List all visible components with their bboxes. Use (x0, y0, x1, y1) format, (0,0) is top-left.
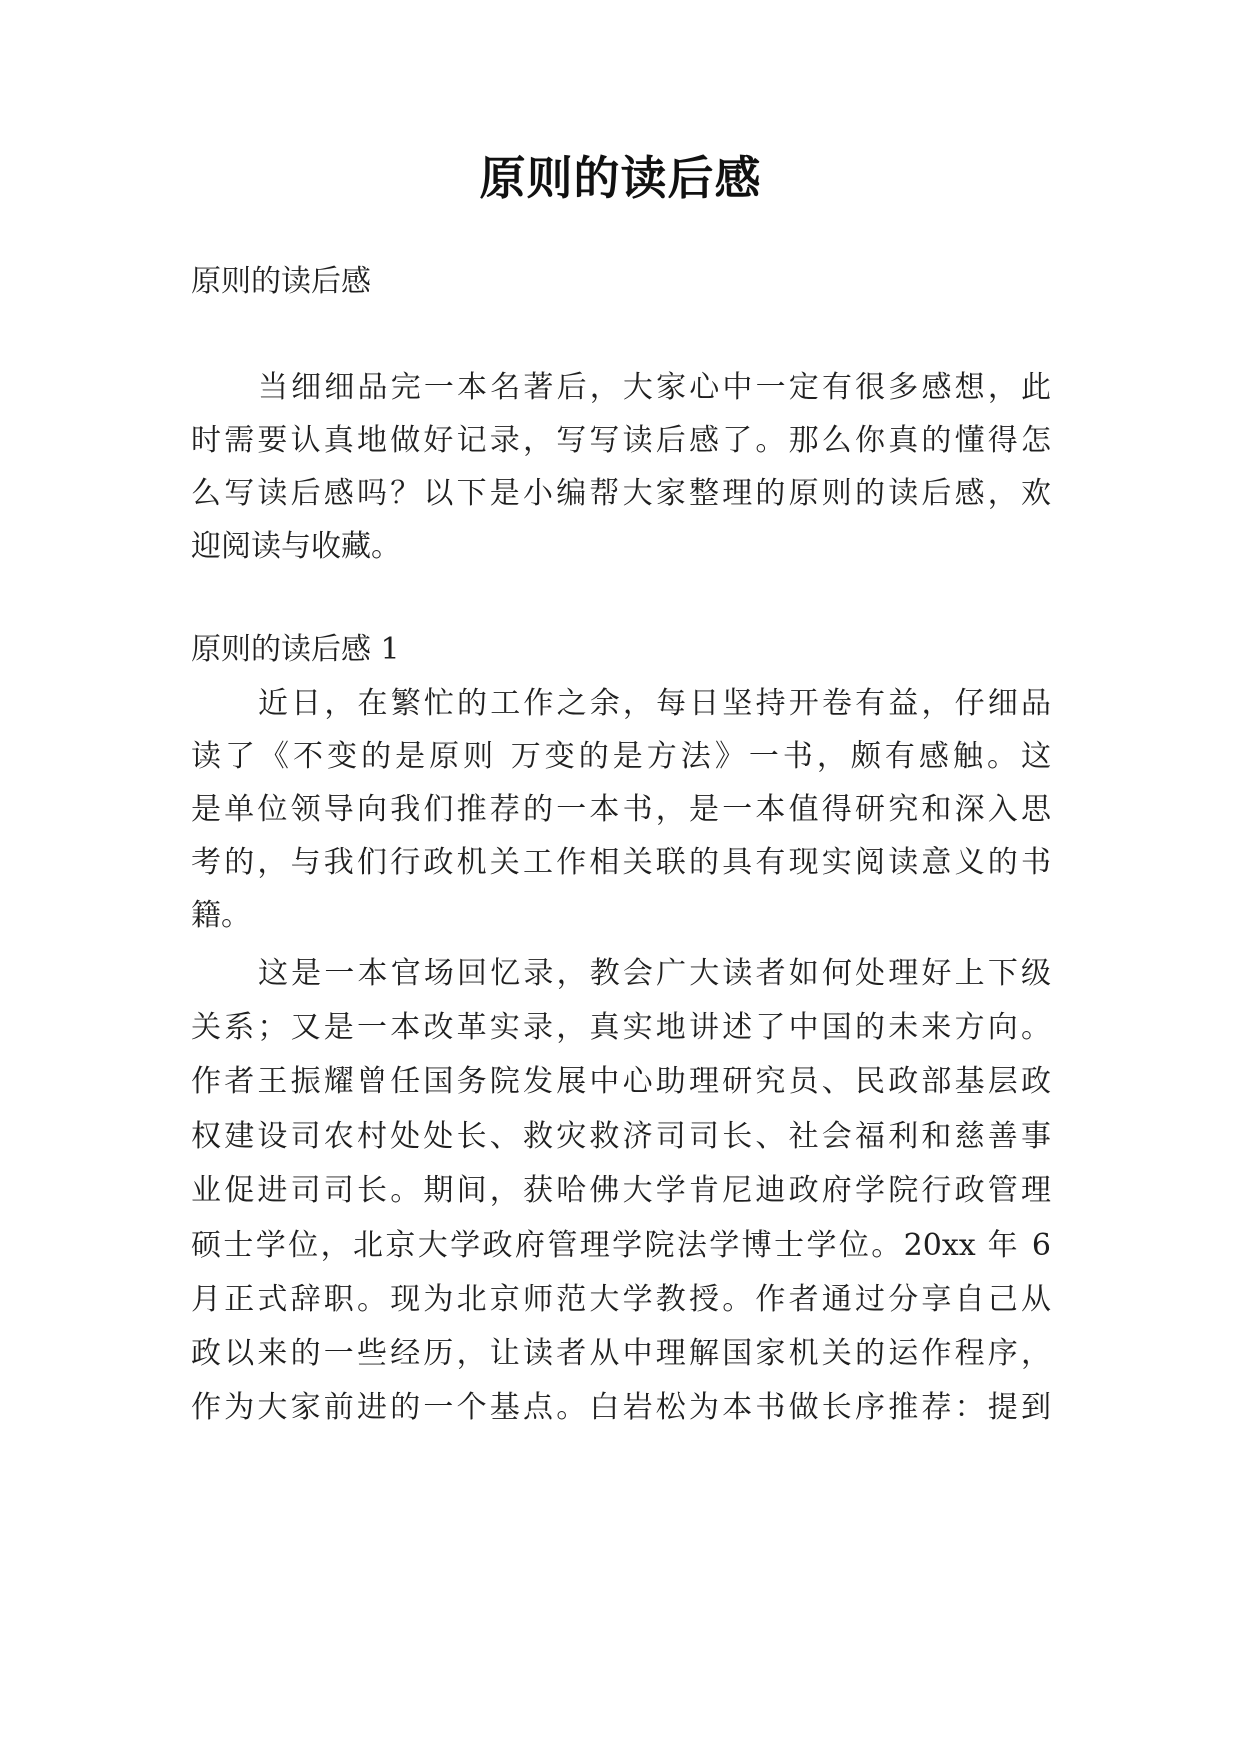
paragraph-line: 考的，与我们行政机关工作相关联的具有现实阅读意义的书 (191, 845, 1051, 880)
paragraph-line: 是单位领导向我们推荐的一本书，是一本值得研究和深入思 (191, 792, 1051, 827)
paragraph-line: 作为大家前进的一个基点。白岩松为本书做长序推荐：提到 (191, 1390, 1051, 1425)
intro-line: 么写读后感吗？以下是小编帮大家整理的原则的读后感，欢 (191, 476, 1051, 511)
paragraph-line: 近日，在繁忙的工作之余，每日坚持开卷有益，仔细品 (258, 686, 1051, 721)
section-heading: 原则的读后感 1 (191, 632, 400, 667)
document-title: 原则的读后感 (479, 151, 762, 205)
document-subtitle: 原则的读后感 (191, 264, 371, 299)
paragraph-line: 政以来的一些经历，让读者从中理解国家机关的运作程序， (191, 1336, 1051, 1371)
paragraph-line: 籍。 (191, 898, 251, 933)
paragraph-line: 月正式辞职。现为北京师范大学教授。作者通过分享自己从 (191, 1282, 1051, 1317)
intro-line: 当细细品完一本名著后，大家心中一定有很多感想，此 (258, 370, 1051, 405)
intro-line: 迎阅读与收藏。 (191, 529, 401, 564)
paragraph-line: 作者王振耀曾任国务院发展中心助理研究员、民政部基层政 (191, 1064, 1051, 1099)
paragraph-line: 业促进司司长。期间，获哈佛大学肯尼迪政府学院行政管理 (191, 1173, 1051, 1208)
paragraph-line: 硕士学位，北京大学政府管理学院法学博士学位。20xx 年 6 (191, 1228, 1051, 1263)
paragraph-line: 关系；又是一本改革实录，真实地讲述了中国的未来方向。 (191, 1010, 1051, 1045)
intro-line: 时需要认真地做好记录，写写读后感了。那么你真的懂得怎 (191, 423, 1051, 458)
paragraph-line: 读了《不变的是原则 万变的是方法》一书，颇有感触。这 (191, 739, 1051, 774)
paragraph-line: 这是一本官场回忆录，教会广大读者如何处理好上下级 (258, 956, 1051, 991)
paragraph-line: 权建设司农村处处长、救灾救济司司长、社会福利和慈善事 (191, 1119, 1051, 1154)
